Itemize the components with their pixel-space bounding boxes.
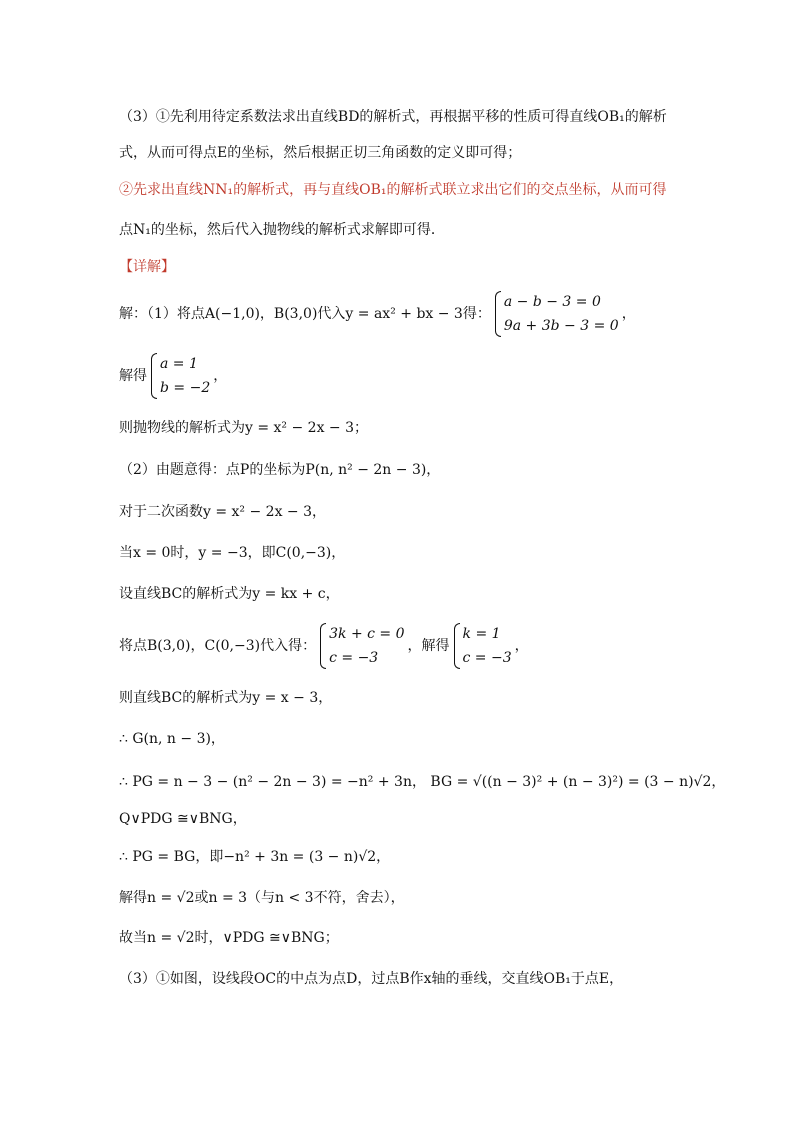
system-1-eq1: a − b − 3 = 0 [503,294,601,310]
solve-n-line: 解得n = √2或n = 3（与n < 3不符，舍去）， [119,890,405,906]
equation-system-1 [494,290,619,338]
solution-part1-tail: ， [621,306,636,322]
pg-bg-line: ∴ PG = n − 3 − (n² − 2n − 3) = −n² + 3n， BG = √((n − 3)² + (n − 3)²) = (3 − n)√2， [119,774,726,790]
substitute-tail: ， [514,638,529,654]
solution-part1-text: 解：（1）将点A(−1,0)，B(3,0)代入y = ax² + bx − 3得： [119,306,491,322]
solution-part1-line [119,290,636,338]
solve-result-line [119,352,227,400]
quadratic-function-line: 对于二次函数y = x² − 2x − 3， [119,504,327,520]
substitute-text: 将点B(3,0)，C(0,−3)代入得： [119,638,317,654]
point-g-line: ∴ G(n, n − 3)， [119,731,225,747]
conclusion-line: 故当n = √2时，∨PDG ≅∨BNG； [119,930,339,946]
part2-point-p-line: （2）由题意得：点P的坐标为P(n, n² − 2n − 3)， [119,462,441,478]
system-2-eq2: b = −2 [160,380,211,396]
equation-system-3 [319,622,404,670]
solve-result-tail: ， [213,368,228,384]
detail-heading: 【详解】 [119,259,175,275]
equation-system-4 [453,622,512,670]
pg-equals-bg-line: ∴ PG = BG，即−n² + 3n = (3 − n)√2， [119,849,391,865]
system-2-eq1: a = 1 [160,356,198,372]
analysis-step-3-2-line1: ②先求出直线NN₁的解析式，再与直线OB₁的解析式联立求出它们的交点坐标，从而可得 [119,182,667,198]
analysis-step-3-1-line1: （3）①先利用待定系数法求出直线BD的解析式，再根据平移的性质可得直线OB₁的解析 [119,109,667,125]
parabola-expression-line: 则抛物线的解析式为y = x² − 2x − 3； [119,420,369,436]
system-1-eq2: 9a + 3b − 3 = 0 [503,318,619,334]
point-c-line: 当x = 0时，y = −3，即C(0,−3)， [119,545,346,561]
analysis-step-3-2-line2: 点N₁的坐标，然后代入抛物线的解析式求解即可得． [119,222,445,238]
system-3-eq1: 3k + c = 0 [329,626,405,642]
solve-result-text: 解得 [119,368,147,384]
part3-intro-line: （3）①如图，设线段OC的中点为点D，过点B作x轴的垂线，交直线OB₁于点E， [119,971,624,987]
system-4-eq2: c = −3 [462,650,512,666]
substitute-mid: ，解得 [407,638,450,654]
congruence-line: Q∨PDG ≅∨BNG， [119,811,247,827]
system-4-eq1: k = 1 [462,626,501,642]
analysis-step-3-1-line2: 式，从而可得点E的坐标，然后根据正切三角函数的定义即可得； [119,145,522,161]
line-bc-substitute-line [119,622,529,670]
line-bc-setup-line: 设直线BC的解析式为y = kx + c， [119,586,340,602]
equation-system-2 [150,352,210,400]
line-bc-expression-line: 则直线BC的解析式为y = x − 3， [119,690,333,706]
system-3-eq2: c = −3 [329,650,379,666]
